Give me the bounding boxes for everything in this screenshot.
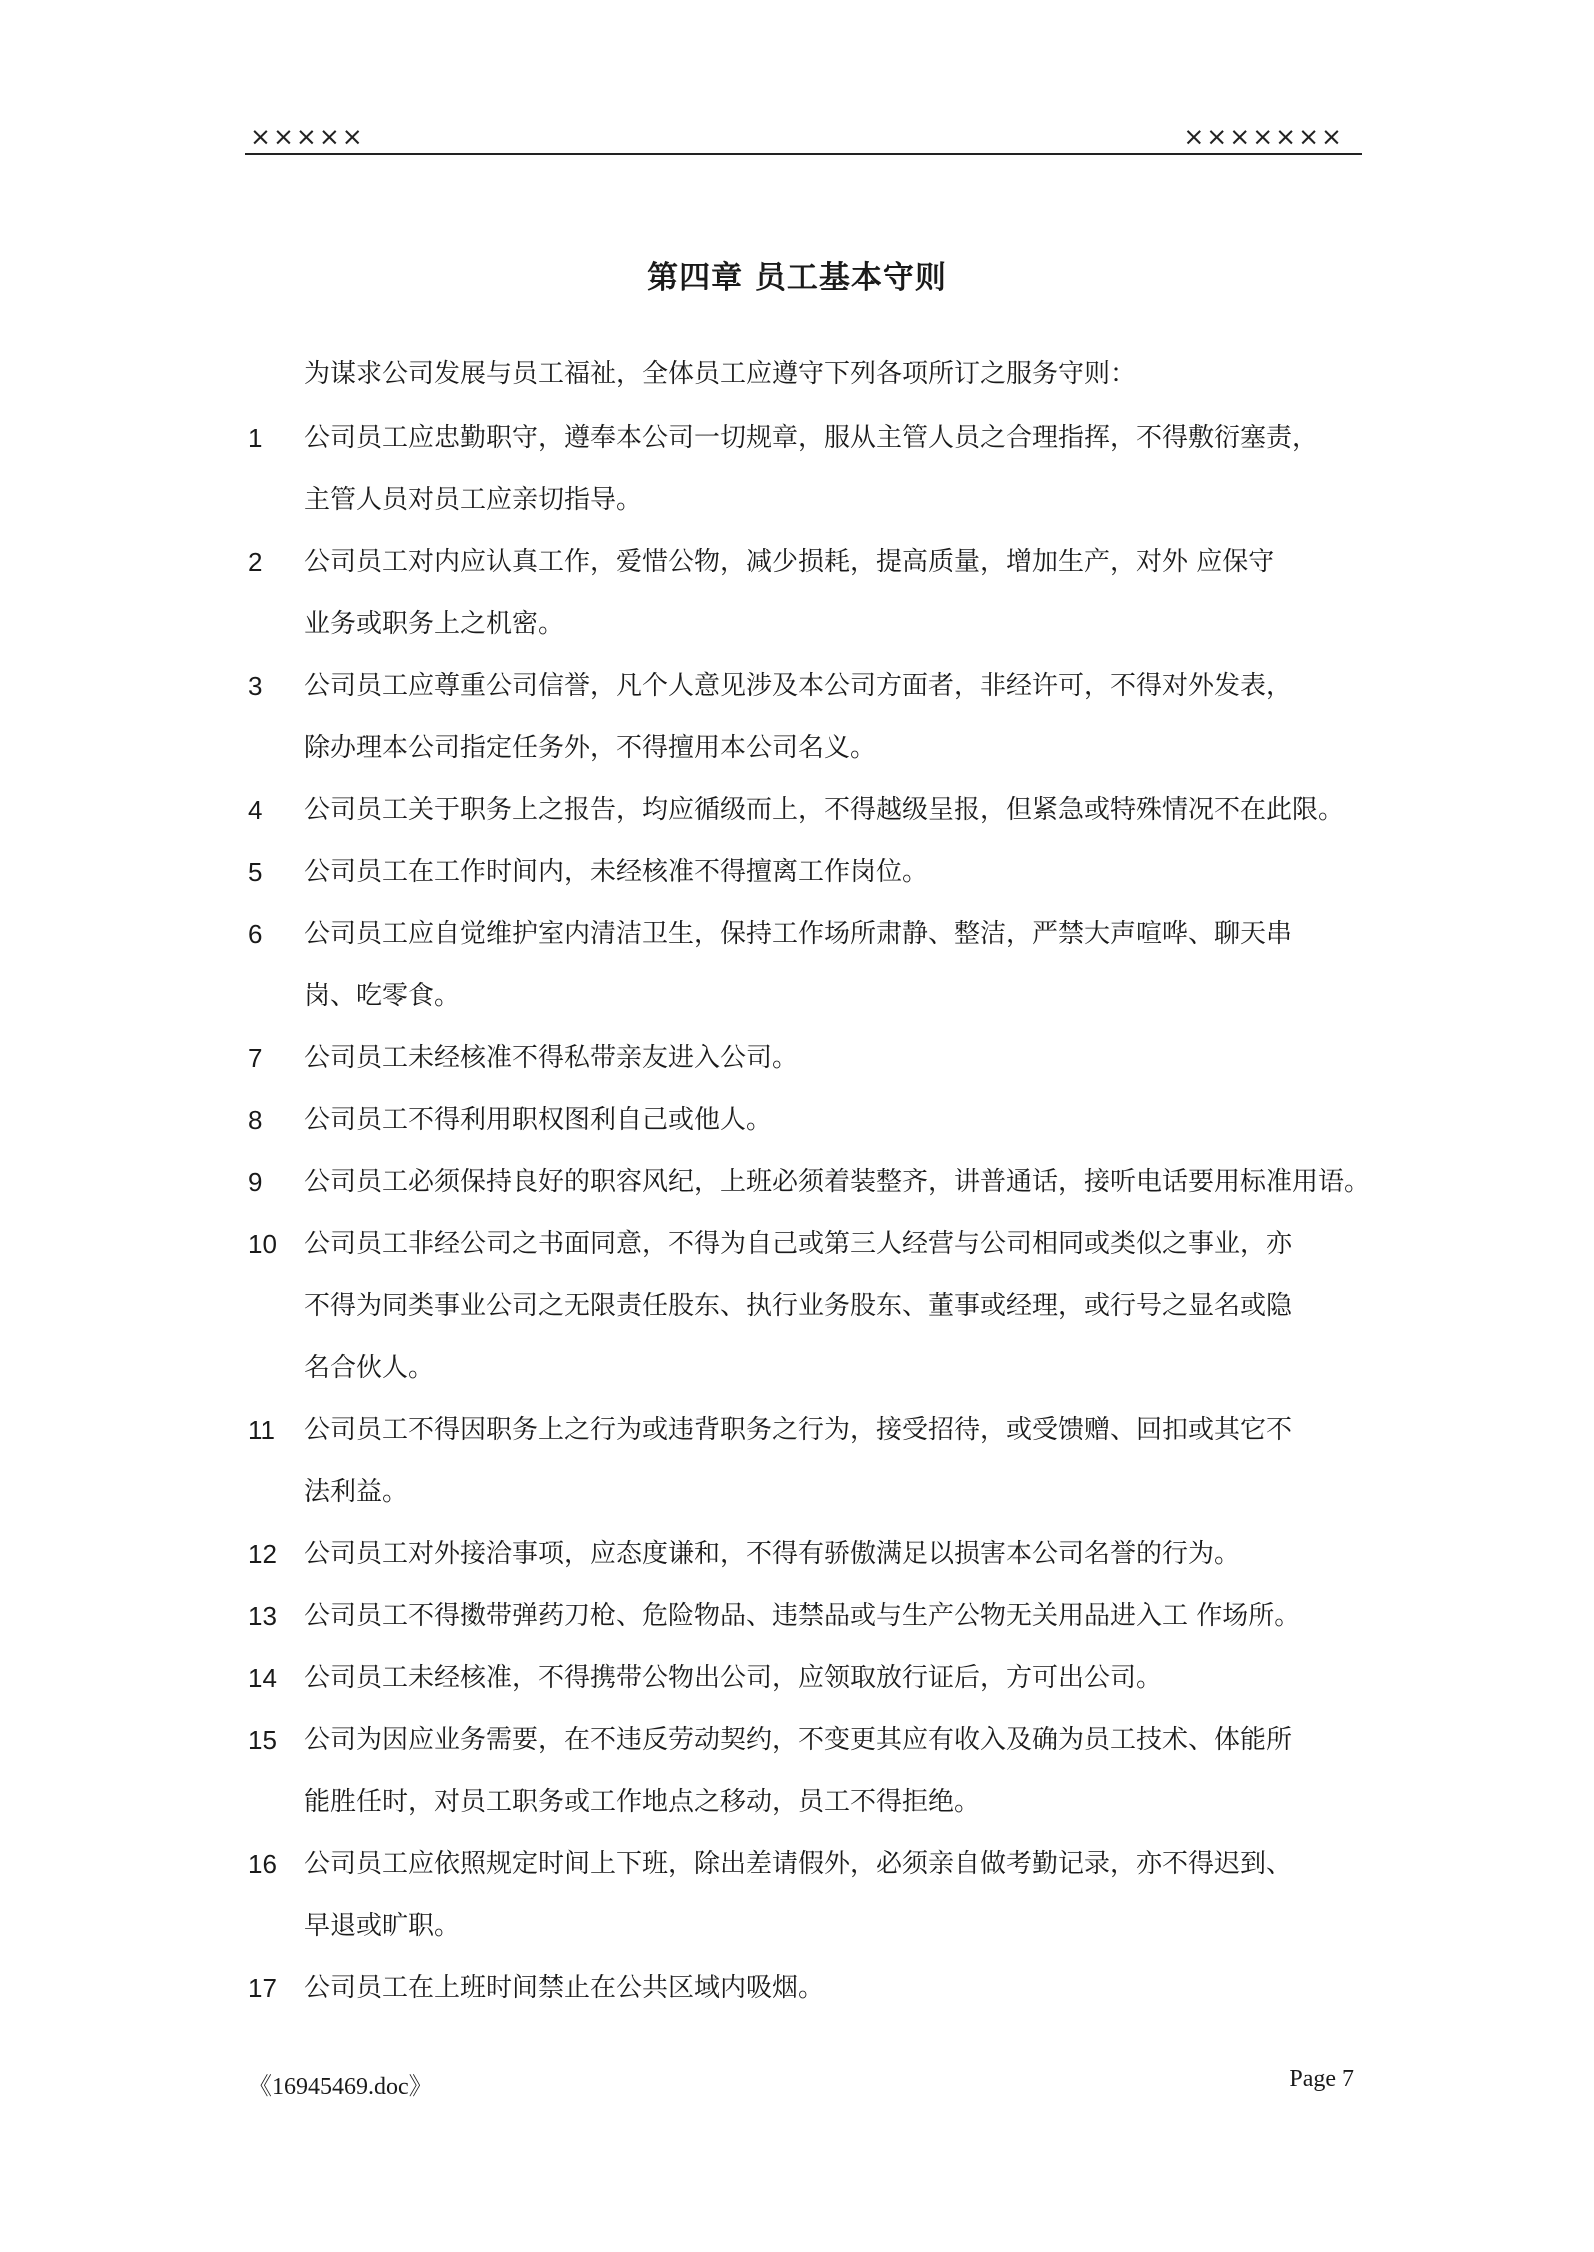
header-left: ××××× (250, 122, 365, 151)
item-number: 12 (248, 1539, 277, 1569)
item-text-line: 名合伙人。 (304, 1353, 435, 1383)
item-text-line: 公司员工在上班时间禁止在公共区域内吸烟。 (304, 1973, 825, 2003)
item-text-line: 能胜任时，对员工职务或工作地点之移动，员工不得拒绝。 (304, 1787, 981, 1817)
item-number: 9 (248, 1167, 263, 1197)
item-text-line: 不得为同类事业公司之无限责任股东、执行业务股东、董事或经理，或行号之显名或隐 (304, 1291, 1293, 1321)
item-number: 16 (248, 1849, 277, 1879)
item-text-line: 业务或职务上之机密。 (304, 609, 565, 639)
item-text-line: 早退或旷职。 (304, 1911, 461, 1941)
footer-filename: 《16945469.doc》 (248, 2074, 433, 2100)
item-text-line: 公司员工应尊重公司信誉，凡个人意见涉及本公司方面者，非经许可，不得对外发表， (304, 671, 1293, 701)
item-number: 1 (248, 423, 263, 453)
item-text-line: 除办理本公司指定任务外，不得擅用本公司名义。 (304, 733, 877, 763)
item-number: 7 (248, 1043, 263, 1073)
item-number: 3 (248, 671, 263, 701)
item-text-line: 公司员工对外接洽事项，应态度谦和，不得有骄傲满足以损害本公司名誉的行为。 (304, 1539, 1241, 1569)
item-text-line: 公司员工未经核准不得私带亲友进入公司。 (304, 1043, 799, 1073)
chapter-title: 第四章 员工基本守则 (647, 260, 947, 296)
item-number: 11 (248, 1415, 275, 1445)
item-text-line: 主管人员对员工应亲切指导。 (304, 485, 643, 515)
item-number: 6 (248, 919, 263, 949)
item-text-line: 公司员工应忠勤职守，遵奉本公司一切规章，服从主管人员之合理指挥，不得敷衍塞责， (304, 423, 1319, 453)
item-text-line: 法利益。 (304, 1477, 409, 1507)
item-number: 4 (248, 795, 263, 825)
item-text-line: 公司员工不得利用职权图利自己或他人。 (304, 1105, 773, 1135)
item-number: 13 (248, 1601, 277, 1631)
item-text-line: 公司员工在工作时间内，未经核准不得擅离工作岗位。 (304, 857, 929, 887)
item-text-line: 公司员工不得擞带弹药刀枪、危险物品、违禁品或与生产公物无关用品进入工 作场所。 (304, 1601, 1301, 1631)
item-text-line: 公司员工未经核准，不得携带公物出公司，应领取放行证后，方可出公司。 (304, 1663, 1163, 1693)
item-text-line: 公司为因应业务需要，在不违反劳动契约，不变更其应有收入及确为员工技术、体能所 (304, 1725, 1293, 1755)
item-number: 5 (248, 857, 263, 887)
item-text-line: 公司员工关于职务上之报告，均应循级而上，不得越级呈报，但紧急或特殊情况不在此限。 (304, 795, 1345, 825)
footer-page-number: Page 7 (1289, 2066, 1354, 2092)
item-text-line: 公司员工必须保持良好的职容风纪，上班必须着装整齐，讲普通话，接听电话要用标准用语。 (304, 1167, 1371, 1197)
item-number: 17 (248, 1973, 277, 2003)
item-text-line: 公司员工不得因职务上之行为或违背职务之行为，接受招待，或受馈赠、回扣或其它不 (304, 1415, 1293, 1445)
item-text-line: 公司员工应依照规定时间上下班，除出差请假外，必须亲自做考勤记录，亦不得迟到、 (304, 1849, 1293, 1879)
item-text-line: 公司员工非经公司之书面同意，不得为自己或第三人经营与公司相同或类似之事业，亦 (304, 1229, 1293, 1259)
intro-paragraph: 为谋求公司发展与员工福祉，全体员工应遵守下列各项所订之服务守则： (304, 359, 1137, 389)
item-text-line: 公司员工应自觉维护室内清洁卫生，保持工作场所肃静、整洁，严禁大声喧哗、聊天串 (304, 919, 1293, 949)
item-number: 14 (248, 1663, 277, 1693)
header-right: ××××××× (1183, 122, 1344, 151)
item-text-line: 公司员工对内应认真工作，爱惜公物，减少损耗，提高质量，增加生产，对外 应保守 (304, 547, 1275, 577)
item-text-line: 岗、吃零食。 (304, 981, 461, 1011)
item-number: 15 (248, 1725, 277, 1755)
item-number: 10 (248, 1229, 277, 1259)
item-number: 8 (248, 1105, 263, 1135)
item-number: 2 (248, 547, 263, 577)
